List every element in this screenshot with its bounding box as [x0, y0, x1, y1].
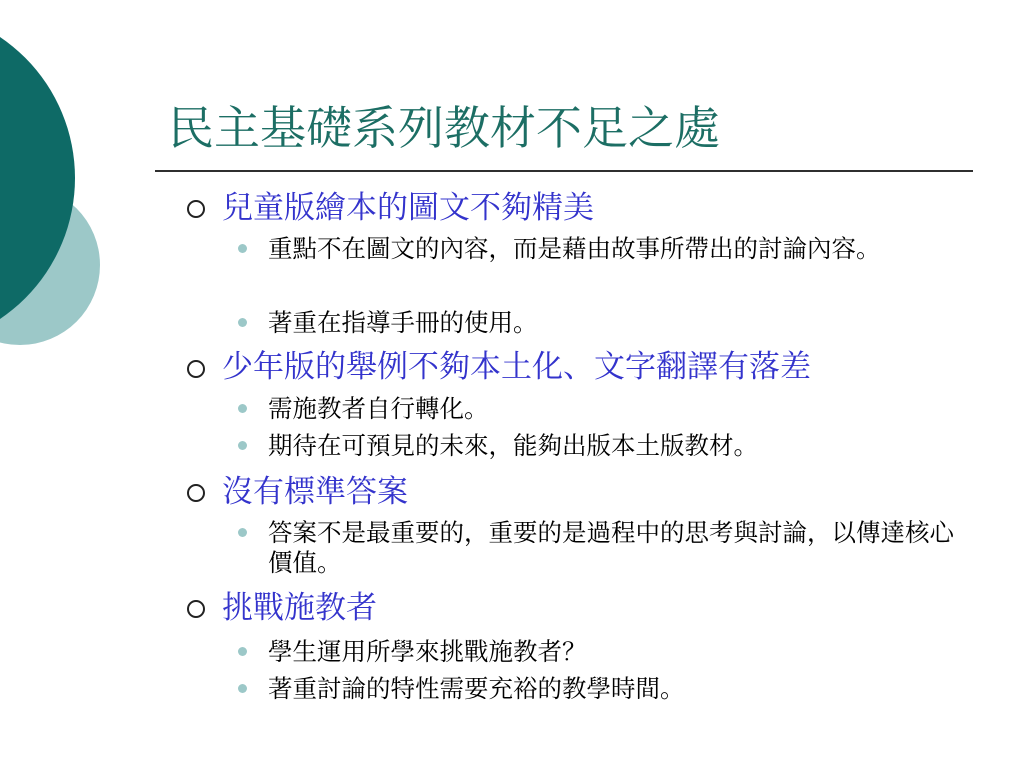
section-heading: 挑戰施教者 — [222, 590, 377, 626]
bullet-dot-icon — [238, 684, 247, 693]
hollow-bullet-icon — [187, 360, 205, 378]
bullet-point: 著重討論的特性需要充裕的教學時間。 — [268, 674, 685, 703]
bullet-dot-icon — [238, 441, 247, 450]
bullet-dot-icon — [238, 528, 247, 537]
bullet-point: 需施教者自行轉化。 — [268, 394, 489, 423]
bullet-dot-icon — [238, 244, 247, 253]
section-heading: 沒有標準答案 — [222, 474, 408, 510]
bullet-dot-icon — [238, 647, 247, 656]
bullet-point: 答案不是最重要的，重要的是過程中的思考與討論，以傳達核心價值。 — [268, 518, 954, 577]
bullet-point: 重點不在圖文的內容，而是藉由故事所帶出的討論內容。 — [268, 234, 881, 263]
hollow-bullet-icon — [187, 200, 205, 218]
section-heading: 兒童版繪本的圖文不夠精美 — [222, 190, 594, 226]
section-heading: 少年版的舉例不夠本土化、文字翻譯有落差 — [222, 349, 811, 385]
bullet-point: 期待在可預見的未來，能夠出版本土版教材。 — [268, 431, 758, 460]
bullet-dot-icon — [238, 404, 247, 413]
hollow-bullet-icon — [187, 484, 205, 502]
bullet-point: 著重在指導手冊的使用。 — [268, 308, 538, 337]
slide-title: 民主基礎系列教材不足之處 — [168, 101, 720, 155]
bullet-point: 學生運用所學來挑戰施教者？ — [268, 637, 587, 666]
hollow-bullet-icon — [187, 600, 205, 618]
bullet-dot-icon — [238, 318, 247, 327]
